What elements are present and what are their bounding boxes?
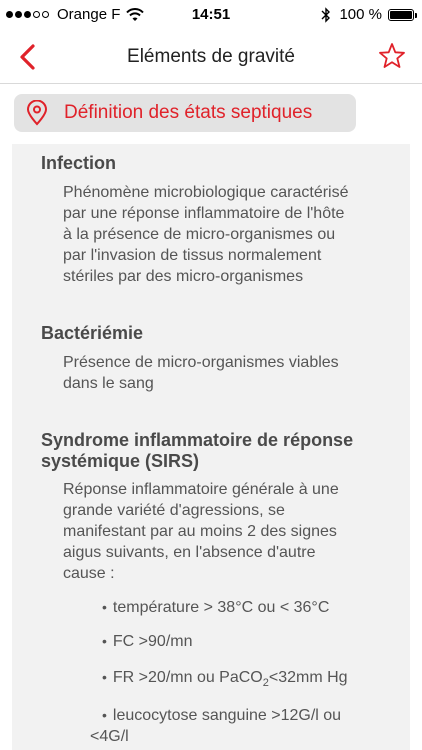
definition-sirs bbox=[63, 479, 403, 584]
term-sirs bbox=[41, 430, 401, 472]
definition-line: stériles par des micro-organismes bbox=[63, 268, 304, 285]
map-pin-icon bbox=[26, 100, 48, 126]
list-item: • leucocytose sanguine >12G/l ou <4G/l bbox=[90, 707, 342, 745]
term-infection: Infection bbox=[41, 153, 116, 173]
status-time: 14:51 bbox=[191, 6, 231, 23]
status-right bbox=[321, 6, 414, 23]
definition-line: à la présence de micro-organismes ou bbox=[63, 226, 336, 243]
definition-line: grande variété d'agressions, se bbox=[63, 502, 285, 519]
definition-line: par l'invasion de tissus normalement bbox=[63, 247, 322, 264]
term-line: Syndrome inflammatoire de réponse bbox=[41, 430, 354, 450]
section-header[interactable] bbox=[14, 94, 356, 132]
definition-line: aigus suivants, en l'absence d'autre bbox=[63, 544, 316, 561]
definition-line: manifestant par au moins 2 des signes bbox=[63, 523, 337, 540]
list-item: • température > 38°C ou < 36°C bbox=[102, 599, 330, 616]
carrier-name: Orange F bbox=[57, 6, 121, 23]
definition-line: Présence de micro-organismes viables bbox=[63, 354, 339, 371]
term-line: systémique (SIRS) bbox=[41, 451, 200, 471]
term-bacteriemie: Bactériémie bbox=[41, 323, 144, 343]
battery-level-fill bbox=[390, 11, 412, 19]
page-title: Eléments de gravité bbox=[127, 46, 295, 67]
definition-line: Phénomène microbiologique caractérisé bbox=[63, 184, 349, 201]
status-bar bbox=[0, 0, 422, 30]
battery-icon bbox=[388, 9, 414, 21]
definition-line: Réponse inflammatoire générale à une bbox=[63, 481, 339, 498]
navigation-bar bbox=[0, 30, 422, 84]
definition-bacteriemie bbox=[63, 352, 403, 394]
section-title: Définition des états septiques bbox=[64, 102, 313, 123]
definitions-panel bbox=[12, 144, 410, 750]
list-item: • FR >20/mn ou PaCO$_2$<32mm Hg bbox=[102, 669, 348, 690]
definition-line: par une réponse inflammatoire de l'hôte bbox=[63, 205, 345, 222]
bluetooth-icon bbox=[321, 7, 331, 23]
list-item: • FC >90/mn bbox=[102, 633, 193, 650]
battery-percentage: 100 % bbox=[339, 6, 382, 23]
definition-line: dans le sang bbox=[63, 375, 154, 392]
definition-line: cause : bbox=[63, 565, 115, 582]
star-outline-icon[interactable] bbox=[378, 42, 406, 70]
definition-infection bbox=[63, 182, 403, 287]
